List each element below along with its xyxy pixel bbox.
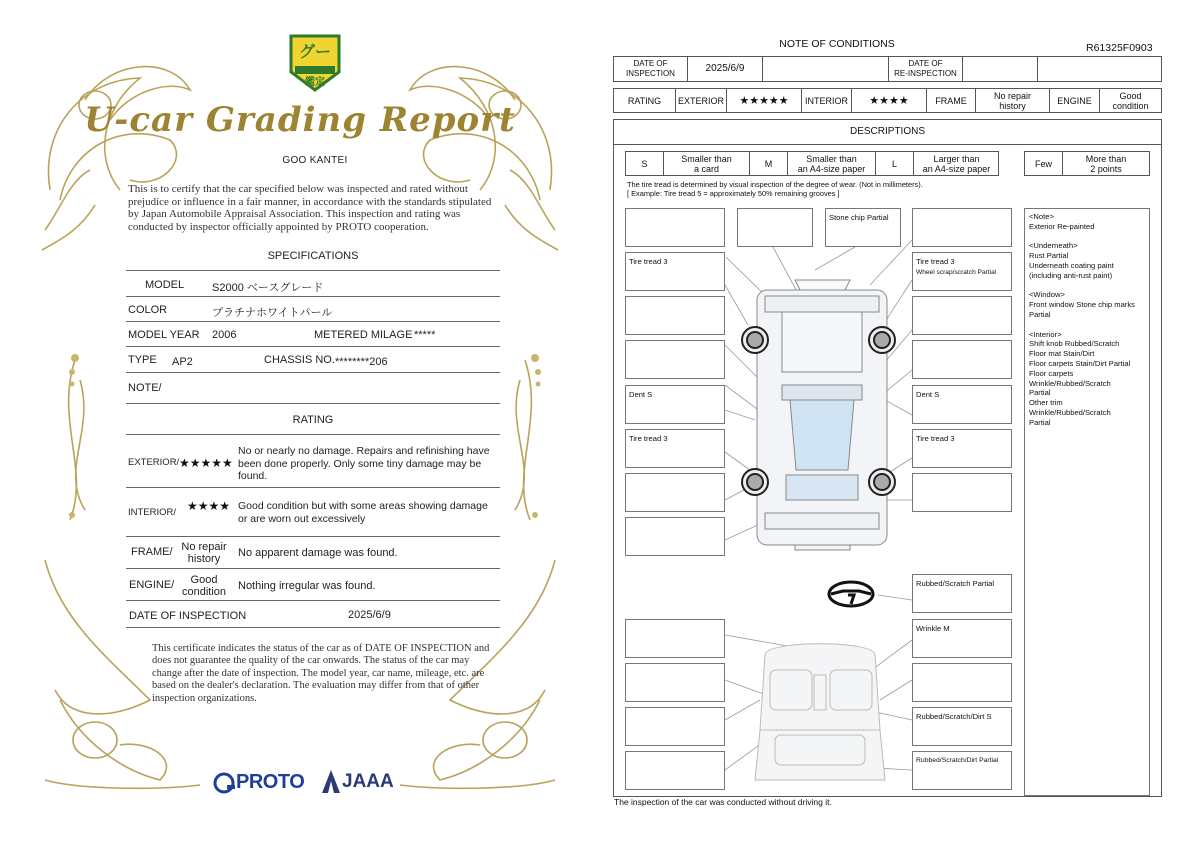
condition-notes-text: <Note> Exterior Re-painted <Underneath> Rust Partial Underneath coating paint (including anti-rust paint) <Window> Front window Stone chip marks Partial <Interior> Shift knob Rubbed/Scratch Floor mat Stain/Dirt Floor carpets Stain/Dirt Partial Floor carpets Wrinkle/Rubbed/Scratch Partial Other trim Wrinkle/Rubbed/Scratch Partial xyxy=(1029,212,1135,427)
legend-s: S xyxy=(641,158,648,169)
jaaa-logo-icon xyxy=(320,769,342,795)
damage-note-box xyxy=(625,751,725,790)
type-value: AP2 xyxy=(172,356,193,368)
frame-value: No repair history xyxy=(993,90,1031,111)
model-year-label: MODEL YEAR xyxy=(128,329,200,341)
damage-note-box xyxy=(625,619,725,658)
engine-value-line-2: condition xyxy=(181,586,227,598)
frame-description: No apparent damage was found. xyxy=(238,547,398,559)
report-subtitle: GOO KANTEI xyxy=(282,155,348,166)
tire-tread-note: The tire tread is determined by visual inspection of the degree of wear. (Not in millimeters). [ Example: Tire tread 5 = approximately 50% remaining grooves ] xyxy=(627,180,923,199)
frame-value-line-2: history xyxy=(187,553,221,565)
engine-description: Nothing irregular was found. xyxy=(238,580,376,592)
certificate-intro: This is to certify that the car specified below was inspected and rated without prejudice or influence in a fair manner, in accordance with the standards stipulated by Japan Automobile Appraisal Association. This inspection and rating was conducted by inspector officially appointed by PROTO cooperation. xyxy=(128,183,492,233)
damage-note-box xyxy=(625,296,725,335)
legend-few-desc: More than 2 points xyxy=(1085,153,1127,174)
damage-note-box xyxy=(737,208,813,247)
inspection-footnote: The inspection of the car was conducted without driving it. xyxy=(614,797,832,807)
mileage-value: ***** xyxy=(414,329,436,341)
damage-note-box: Tire tread 3 xyxy=(625,252,725,291)
engine-value xyxy=(175,574,233,598)
damage-note-box: Tire tread 3 Wheel scrap/scratch Partial xyxy=(912,252,1012,291)
divider xyxy=(126,568,500,569)
divider xyxy=(126,321,500,322)
engine-value-line-1: Good xyxy=(190,574,218,586)
damage-note-box: Stone chip Partial xyxy=(825,208,901,247)
legend-l: L xyxy=(891,158,897,169)
svg-text:グー: グー xyxy=(298,42,332,61)
rating-label: RATING xyxy=(627,95,662,106)
chassis-label: CHASSIS NO. xyxy=(264,354,335,366)
divider xyxy=(126,270,500,271)
frame-label: FRAME xyxy=(935,95,967,106)
damage-note-box: Tire tread 3 xyxy=(625,429,725,468)
divider xyxy=(762,56,763,82)
divider xyxy=(126,487,500,488)
damage-note-box xyxy=(912,208,1012,247)
date-of-inspection-label: DATE OF INSPECTION xyxy=(129,610,247,622)
damage-note-box xyxy=(625,340,725,379)
certificate-footer: This certificate indicates the status of the car as of DATE OF INSPECTION and does not guarantee the quality of the car onwards. The status of the car may change after the date of inspection. The model year, car name, mileage, etc. are based on the dealer's declaration. The evaluation may differ from that of other inspection organizations. xyxy=(152,643,490,704)
legend-s-desc: Smaller than a card xyxy=(681,153,732,174)
divider xyxy=(126,403,500,404)
exterior-label: EXTERIOR/ xyxy=(128,457,180,468)
damage-note-box: Dent S xyxy=(625,385,725,424)
exterior-stars: ★★★★★ xyxy=(739,94,789,107)
date-of-reinspection-label: DATE OF RE-INSPECTION xyxy=(894,59,957,78)
interior-stars: ★★★★ xyxy=(869,94,909,107)
color-value: プラチナホワイトパール xyxy=(212,307,333,319)
damage-note-box: Dent S xyxy=(912,385,1012,424)
interior-stars: ★★★★ xyxy=(187,499,231,513)
frame-value xyxy=(175,541,233,565)
date-of-inspection-value: 2025/6/9 xyxy=(705,63,745,74)
rating-heading: RATING xyxy=(292,414,334,426)
damage-note-box xyxy=(912,473,1012,512)
damage-note-box xyxy=(625,663,725,702)
report-title: U-car Grading Report xyxy=(84,100,516,140)
damage-note-box xyxy=(912,296,1012,335)
interior-label: INTERIOR/ xyxy=(128,507,177,518)
svg-text:鑑定: 鑑定 xyxy=(305,77,325,88)
damage-note-box xyxy=(625,473,725,512)
exterior-stars: ★★★★★ xyxy=(179,456,233,470)
divider xyxy=(126,346,500,347)
divider xyxy=(126,434,500,435)
descriptions-heading: DESCRIPTIONS xyxy=(849,126,925,137)
divider xyxy=(962,56,963,82)
legend-few: Few xyxy=(1034,158,1052,169)
date-of-inspection-value: 2025/6/9 xyxy=(348,609,391,621)
mileage-label: METERED MILAGE xyxy=(314,329,413,341)
report-id: R61325F0903 xyxy=(1086,42,1153,54)
damage-note-box xyxy=(912,663,1012,702)
divider xyxy=(126,536,500,537)
model-label: MODEL xyxy=(145,279,185,291)
damage-note-box xyxy=(912,340,1012,379)
damage-note-box xyxy=(625,517,725,556)
note-of-conditions-title: NOTE OF CONDITIONS xyxy=(779,38,895,50)
legend-m: M xyxy=(764,158,773,169)
legend-m-desc: Smaller than an A4-size paper xyxy=(797,153,866,174)
specifications-heading: SPECIFICATIONS xyxy=(267,250,359,262)
divider xyxy=(613,144,1162,145)
engine-label: ENGINE/ xyxy=(129,579,175,591)
model-year-value: 2006 xyxy=(212,329,237,341)
divider xyxy=(126,627,500,628)
divider xyxy=(126,296,500,297)
type-label: TYPE xyxy=(128,354,157,366)
engine-label: ENGINE xyxy=(1057,95,1092,106)
legend-l-desc: Larger than an A4-size paper xyxy=(922,153,991,174)
jaaa-brand: JAAA xyxy=(342,771,394,792)
exterior-label: EXTERIOR xyxy=(677,95,724,106)
damage-note-box xyxy=(625,208,725,247)
damage-note-box: Rubbed/Scratch/Dirt Partial xyxy=(912,751,1012,790)
frame-value-line-1: No repair xyxy=(181,541,227,553)
interior-description: Good condition but with some areas showing damage or are worn out excessively xyxy=(238,500,488,525)
divider xyxy=(1037,56,1038,82)
damage-note-box: Tire tread 3 xyxy=(912,429,1012,468)
note-label: NOTE/ xyxy=(128,382,162,394)
chassis-value: ********206 xyxy=(335,356,388,368)
damage-note-box: Rubbed/Scratch Partial xyxy=(912,574,1012,613)
interior-label: INTERIOR xyxy=(804,95,848,106)
goo-kantei-badge-icon xyxy=(287,32,343,94)
damage-note-box: Rubbed/Scratch/Dirt S xyxy=(912,707,1012,746)
proto-logo-icon xyxy=(213,771,237,795)
color-label: COLOR xyxy=(128,304,168,316)
exterior-description: No or nearly no damage. Repairs and refinishing have been done properly. Only some tiny damage may be found. xyxy=(238,445,490,482)
damage-note-box xyxy=(625,707,725,746)
engine-value: Good condition xyxy=(1112,90,1149,111)
divider xyxy=(126,600,500,601)
condition-notes xyxy=(1024,208,1150,796)
divider xyxy=(126,372,500,373)
date-of-inspection-label: DATE OF INSPECTION xyxy=(626,59,675,78)
frame-label: FRAME/ xyxy=(131,546,173,558)
model-value: S2000 ベースグレード xyxy=(212,282,324,294)
damage-note-box: Wrinkle M xyxy=(912,619,1012,658)
proto-brand: PROTO xyxy=(236,771,305,793)
